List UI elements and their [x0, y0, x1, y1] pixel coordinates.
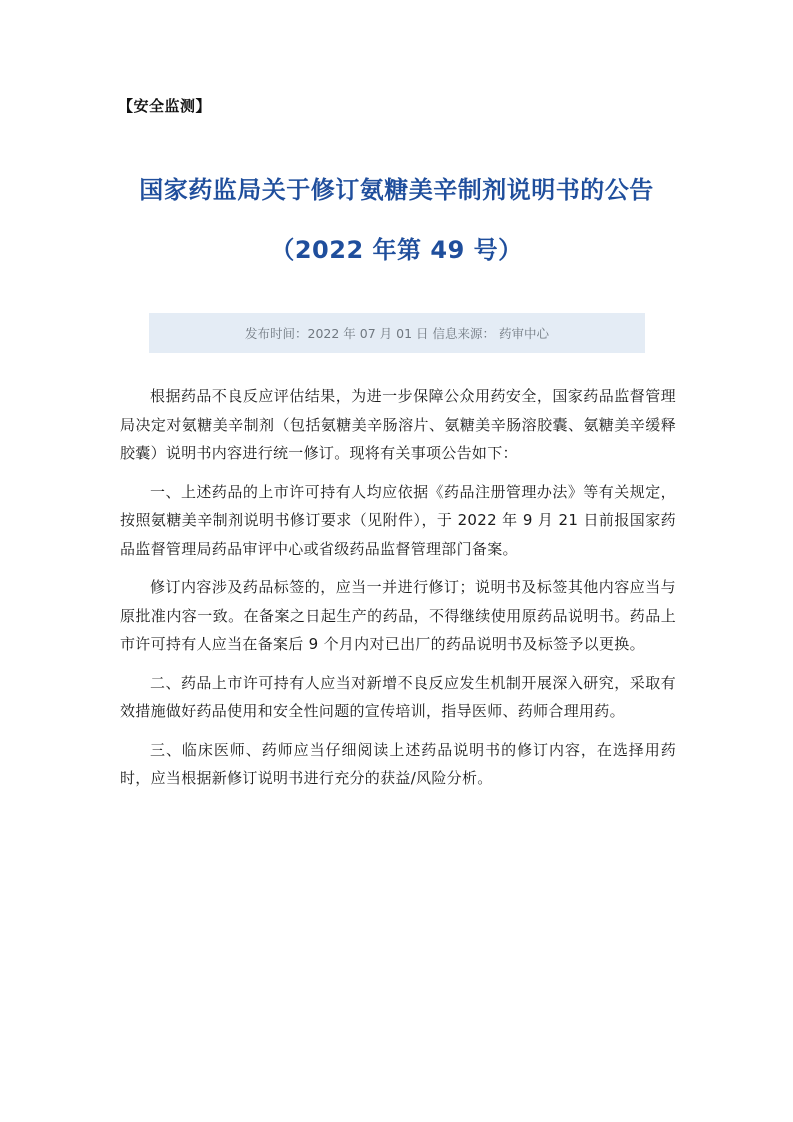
paragraph-item-1-detail: 修订内容涉及药品标签的，应当一并进行修订；说明书及标签其他内容应当与原批准内容一致。在备案之日起生产的药品，不得继续使用原药品说明书。药品上市许可持有人应当在备案后 9 个月内对已出厂的药品说明书及标签予以更换。: [120, 578, 676, 653]
source-value: 药审中心: [498, 326, 549, 341]
paragraph-intro: 根据药品不良反应评估结果，为进一步保障公众用药安全，国家药品监督管理局决定对氨糖美辛制剂（包括氨糖美辛肠溶片、氨糖美辛肠溶胶囊、氨糖美辛缓释胶囊）说明书内容进行统一修订。现将有关事项公告如下：: [120, 387, 676, 462]
paragraph-item-2: 二、药品上市许可持有人应当对新增不良反应发生机制开展深入研究，采取有效措施做好药品使用和安全性问题的宣传培训，指导医师、药师合理用药。: [120, 673, 676, 720]
source-label: 信息来源：: [432, 326, 495, 341]
article-title: 国家药监局关于修订氨糖美辛制剂说明书的公告: [139, 176, 654, 204]
paragraph-item-3: 三、临床医师、药师应当仔细阅读上述药品说明书的修订内容，在选择用药时，应当根据新修订说明书进行充分的获益/风险分析。: [120, 740, 676, 787]
publish-date: 2022 年 07 月 01 日: [307, 326, 429, 341]
article-body: [120, 382, 676, 803]
publish-label: 发布时间：: [244, 326, 308, 341]
announcement-number: （2022 年第 49 号）: [270, 236, 523, 264]
section-tag: 【安全监测】: [118, 97, 212, 115]
paragraph-item-1: 一、上述药品的上市许可持有人均应依据《药品注册管理办法》等有关规定，按照氨糖美辛制剂说明书修订要求（见附件），于 2022 年 9 月 21 日前报国家药品监督管理局药品审评中心或省级药品监督管理部门备案。: [120, 482, 676, 558]
article-meta-bar: [149, 313, 645, 353]
